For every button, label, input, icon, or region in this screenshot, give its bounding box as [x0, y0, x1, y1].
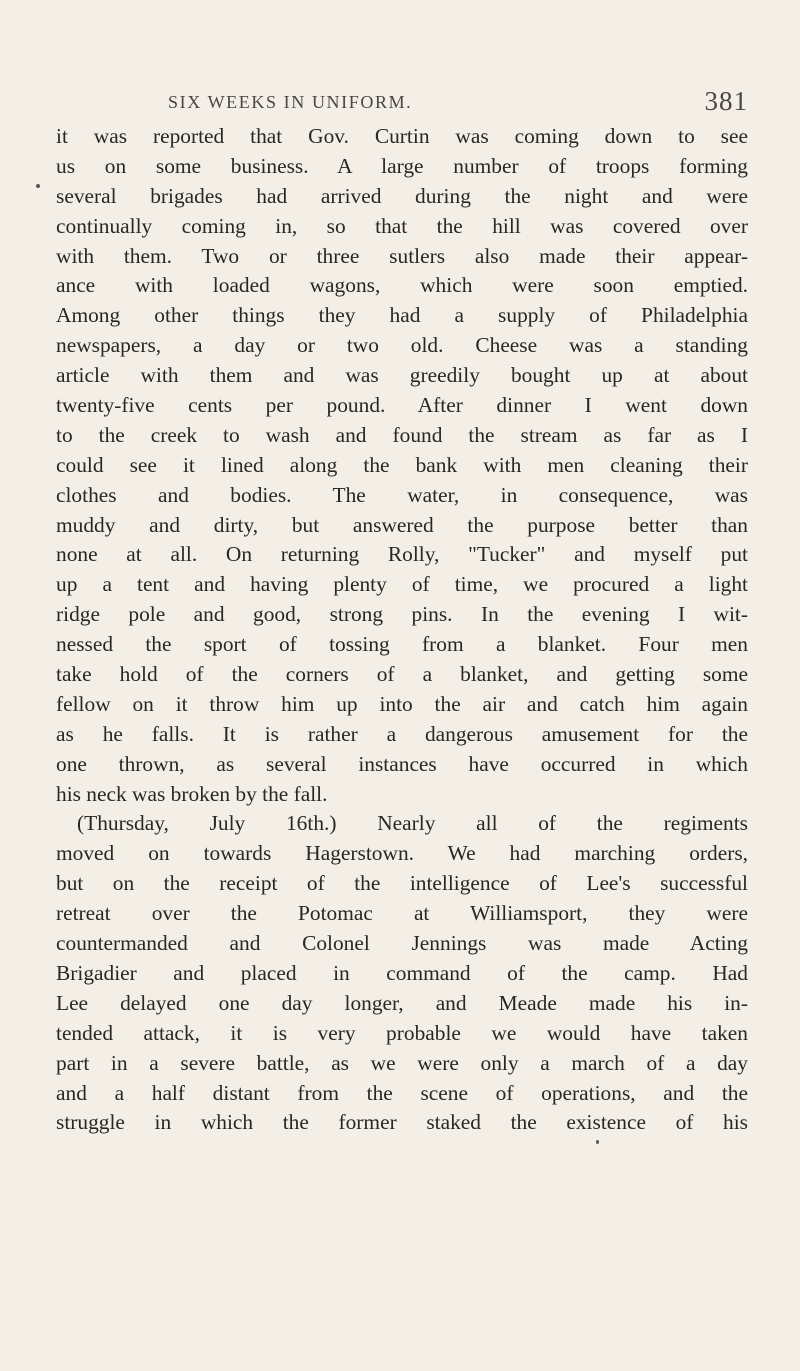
- text-line: retreat over the Potomac at Williamsport, they were: [56, 901, 748, 926]
- text-line: several brigades had arrived during the night and were: [56, 183, 748, 208]
- text-line: ridge pole and good, strong pins. In the evening I wit-: [56, 602, 748, 627]
- text-line: countermanded and Colonel Jennings was made Acting: [56, 931, 748, 956]
- text-line: Among other things they had a supply of Philadelphia: [56, 303, 748, 328]
- bottom-mark: [596, 1140, 599, 1144]
- text-line: fellow on it throw him up into the air and catch him again: [56, 691, 748, 716]
- text-line: us on some business. A large number of troops forming: [56, 153, 748, 178]
- text-line: but on the receipt of the intelligence of Lee's successful: [56, 871, 748, 896]
- text-line: struggle in which the former staked the existence of his: [56, 1110, 748, 1135]
- text-line: continually coming in, so that the hill was covered over: [56, 213, 748, 238]
- text-line: it was reported that Gov. Curtin was coming down to see: [56, 124, 748, 148]
- text-line: tended attack, it is very probable we would have taken: [56, 1020, 748, 1045]
- running-header: [168, 86, 748, 118]
- text-line: none at all. On returning Rolly, "Tucker" and myself put: [56, 542, 748, 567]
- text-line: one thrown, as several instances have occurred in which: [56, 751, 748, 776]
- header-title: SIX WEEKS IN UNIFORM.: [168, 92, 413, 112]
- text-line: muddy and dirty, but answered the purpose better than: [56, 512, 748, 537]
- text-line: Lee delayed one day longer, and Meade made his in-: [56, 990, 748, 1015]
- text-line: take hold of the corners of a blanket, and getting some: [56, 662, 748, 687]
- text-line: ance with loaded wagons, which were soon emptied.: [56, 273, 748, 298]
- page-number: 381: [704, 86, 748, 116]
- body-text: [56, 122, 748, 1138]
- text-line: could see it lined along the bank with men cleaning their: [56, 452, 748, 477]
- text-line: and a half distant from the scene of operations, and the: [56, 1080, 748, 1105]
- text-line: part in a severe battle, as we were only a march of a day: [56, 1050, 748, 1075]
- text-line: as he falls. It is rather a dangerous amusement for the: [56, 721, 748, 746]
- text-line: twenty-five cents per pound. After dinner I went down: [56, 393, 748, 418]
- text-line: with them. Two or three sutlers also made their appear-: [56, 243, 748, 268]
- text-line: article with them and was greedily bought up at about: [56, 363, 748, 388]
- text-line: his neck was broken by the fall.: [56, 781, 328, 806]
- text-line: up a tent and having plenty of time, we procured a light: [56, 572, 748, 597]
- text-line: nessed the sport of tossing from a blanket. Four men: [56, 632, 748, 657]
- text-line: (Thursday, July 16th.) Nearly all of the regiments: [77, 811, 748, 836]
- text-line: Brigadier and placed in command of the camp. Had: [56, 960, 748, 985]
- text-line: to the creek to wash and found the stream as far as I: [56, 422, 748, 447]
- text-line: newspapers, a day or two old. Cheese was a standing: [56, 333, 748, 358]
- text-line: moved on towards Hagerstown. We had marching orders,: [56, 841, 748, 866]
- text-line: clothes and bodies. The water, in consequence, was: [56, 482, 748, 507]
- margin-mark: [36, 184, 40, 188]
